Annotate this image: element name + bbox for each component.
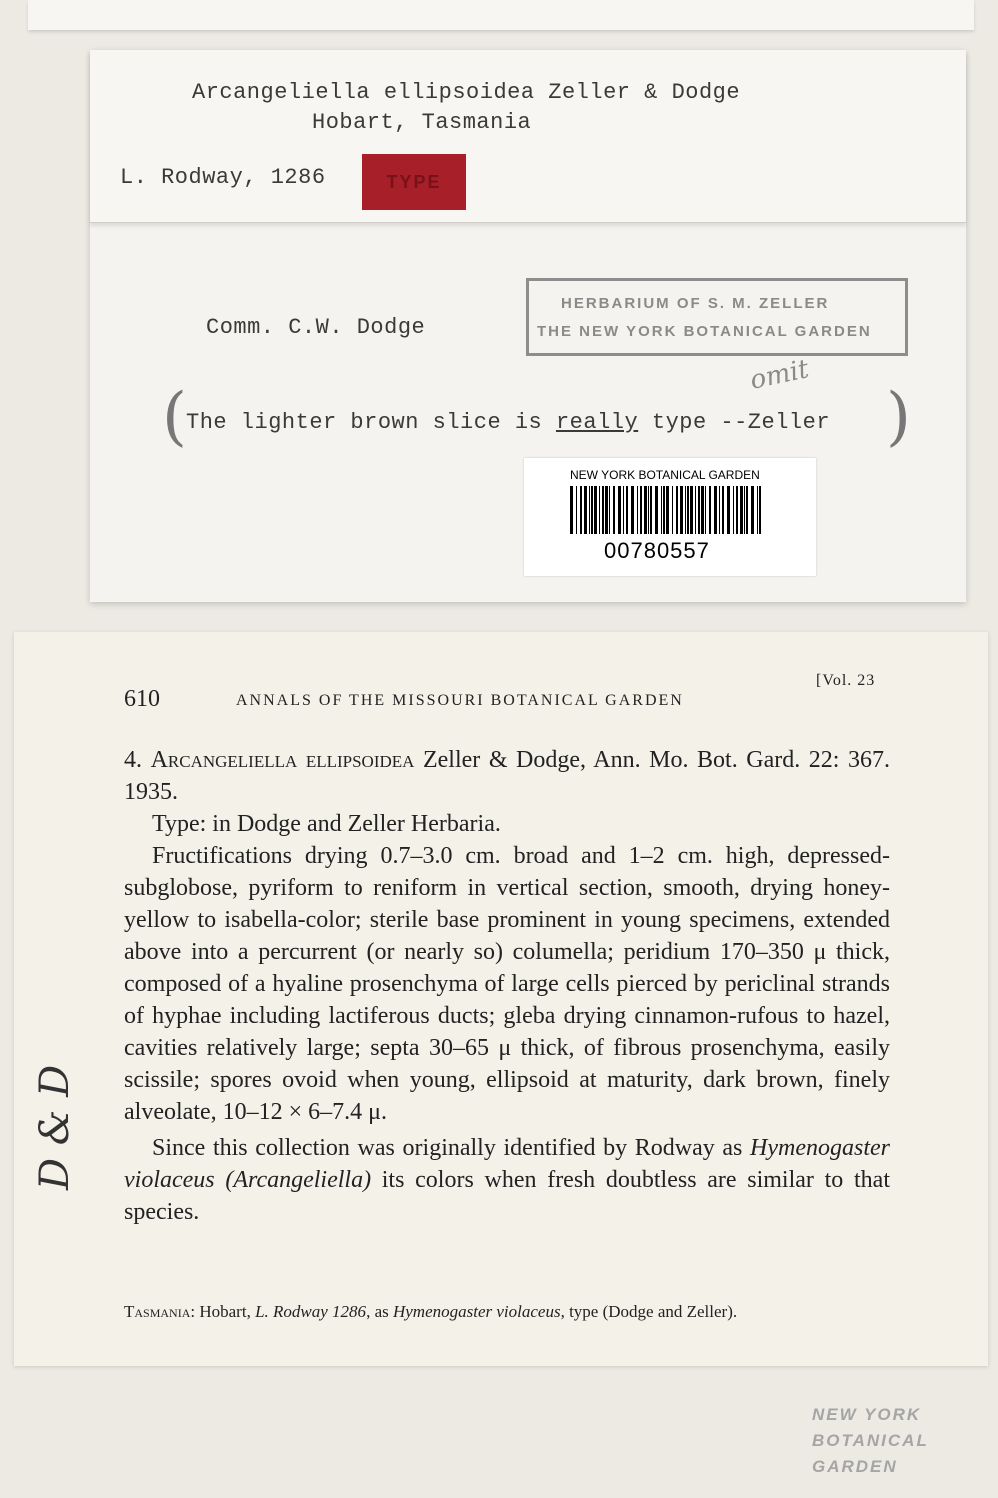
volume-label: [Vol. 23 [816, 672, 876, 689]
handwritten-initials: D & D [32, 1064, 78, 1190]
page-number: 610 [124, 686, 160, 712]
right-parenthesis: ) [886, 380, 911, 454]
locality-label: Hobart, Tasmania [312, 110, 532, 135]
specimen-text-1: : Hobart, [190, 1302, 256, 1321]
herbarium-stamp-line2: THE NEW YORK BOTANICAL GARDEN [537, 323, 872, 340]
note-text-underlined: really [555, 410, 639, 435]
nybg-stamp-line3: GARDEN [812, 1457, 898, 1476]
nybg-stamp [812, 1402, 929, 1480]
description-paragraph: Fructifications drying 0.7–3.0 cm. broad and 1–2 cm. high, depressed-subglobose, pyriform to reniform in vertical section, smooth, drying honey-yellow to isabella-color; sterile base prominent in young specimens, extended above into a percurrent (or nearly so) columella; peridium 170–350 μ thick, composed of a hyaline prosenchyma of large cells pierced by periclinal strands of hyphae including lactiferous ducts; gleba drying cinnamon-rufous to hazel, cavities relatively large; septa 30–65 μ thick, of fibrous prosenchyma, easily scissile; spores ovoid when young, ellipsoid at maturity, dark brown, finely alveolate, 10–12 × 6–7.4 μ. [124, 843, 890, 1125]
communicated-label: Comm. C.W. Dodge [206, 315, 426, 340]
species-citation: Zeller & Dodge, Ann. Mo. Bot. Gard. 22: 367. 1935. [124, 747, 890, 805]
specimen-citation [124, 1300, 890, 1323]
left-parenthesis: ( [162, 380, 187, 454]
remark-after: its colors when fresh doubtless are similar to that species. [124, 1167, 890, 1225]
specimen-taxon: Hymenogaster violaceus [392, 1302, 561, 1321]
herbarium-stamp [526, 278, 908, 356]
journal-title: ANNALS OF THE MISSOURI BOTANICAL GARDEN [236, 692, 684, 709]
remark-before: Since this collection was originally identified by Rodway as [152, 1135, 751, 1161]
barcode-institution: NEW YORK BOTANICAL GARDEN [570, 468, 760, 482]
remark-taxon: Hymenogaster violaceus (Arcangeliella) [124, 1135, 890, 1193]
species-number: 4. [124, 747, 151, 773]
annals-clipping [14, 632, 988, 1366]
specimen-text-2: , as [366, 1302, 393, 1321]
specimen-packet [90, 50, 966, 602]
handwritten-omit: omit [747, 354, 812, 396]
top-sheet-edge [28, 0, 974, 30]
nybg-stamp-line2: BOTANICAL [812, 1431, 929, 1450]
type-line: Type: in Dodge and Zeller Herbaria. [152, 811, 501, 837]
barcode-bars [570, 486, 762, 534]
nybg-stamp-line1: NEW YORK [812, 1405, 922, 1424]
specimen-text-3: , type (Dodge and Zeller). [560, 1302, 738, 1321]
remark-paragraph [124, 1132, 890, 1228]
herbarium-stamp-line1: HERBARIUM OF S. M. ZELLER [561, 295, 830, 312]
species-label: Arcangeliella ellipsoidea Zeller & Dodge [192, 80, 741, 105]
packet-flap [90, 50, 966, 223]
specimen-collector: L. Rodway 1286 [255, 1302, 367, 1321]
species-description [124, 744, 890, 1228]
note-text-before: The lighter brown slice is [186, 410, 556, 435]
specimen-region: Tasmania [124, 1302, 191, 1321]
barcode-label [524, 458, 816, 576]
collector-label: L. Rodway, 1286 [120, 165, 326, 190]
note-text-after: type --Zeller [638, 410, 831, 435]
type-note [186, 410, 830, 435]
barcode-number: 00780557 [604, 538, 710, 563]
species-heading [124, 744, 890, 808]
type-stamp: TYPE [362, 154, 466, 210]
species-name: Arcangeliella ellipsoidea [150, 747, 415, 773]
